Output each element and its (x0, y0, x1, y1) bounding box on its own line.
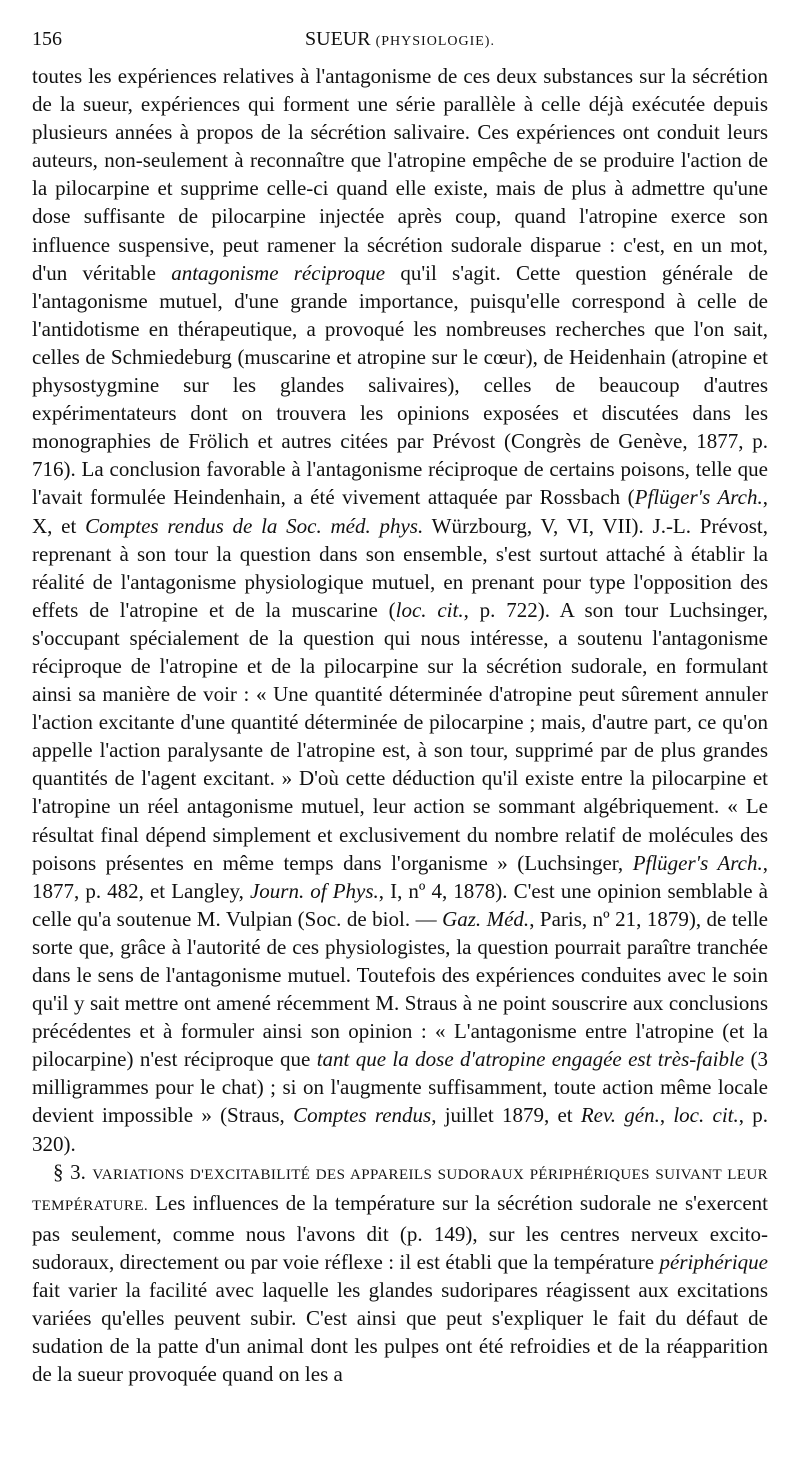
book-page (32, 22, 768, 1422)
paragraph-section-3 (32, 1158, 768, 1389)
running-subtitle: (PHYSIOLOGIE). (375, 34, 495, 49)
text-run: , p. 722). A son tour Luchsinger, s'occupant spécialement de la question qui nous intéresse, a soutenu l'antagonisme réciproque de l'atropine et de la pilocarpine sur la sécrétion sudorale, en formulant ainsi sa manière de voir : « Une quantité déterminée d'atropine peut sûrement annuler l'action excitante d'une quantité déterminée de pilocarpine ; mais, d'autre part, ce qu'on appelle l'action paralysante de l'atropine est, à son tour, supprimé par de plus grandes quantités de l'agent excitant. » D'où cette déduction qu'il existe entre la pilocarpine et l'atropine un réel antagonisme mutuel, leur action se sommant algébriquement. « Le résultat final dépend simplement et exclusivement du nombre relatif de molécules des poisons présentes en même temps dans l'organisme » (Luchsinger, (32, 597, 768, 875)
section-heading: VARIATIONS D'EXCITABILITÉ DES APPAREILS SUDORAUX PÉRIPHÉRIQUES SUIVANT LEUR TEMPÉRATURE. (32, 1166, 768, 1214)
text-run: , I, nº 4, 1878). C'est une opinion semblable à celle qu'a soutenue M. Vulpian (Soc. de biol. — (32, 878, 768, 931)
text-run: , 1877, p. 482, et Langley, (32, 850, 768, 903)
text-run: Les influences de la température sur la sécrétion sudorale ne s'exercent pas seulement, comme nous l'avons dit (p. 149), sur les centres nerveux excito-sudoraux, directement ou par voie réflexe : il est établi que la température (32, 1190, 768, 1274)
text-run: toutes les expériences relatives à l'antagonisme de ces deux substances sur la sécrétion de la sueur, expériences qui forment une série parallèle à celle déjà exécutée depuis plusieurs années à propos de la sécrétion salivaire. Ces expériences ont conduit leurs auteurs, non-seulement à reconnaître que l'atropine empêche de se produire l'action de la pilocarpine et supprime celle-ci quand elle existe, mais de plus à admettre qu'une dose suffisante de pilocarpine injectée après coup, quand l'atropine exerce son influence suspensive, peut ramener la sécrétion sudorale disparue : c'est, en un mot, d'un véritable (32, 64, 768, 285)
running-title: SUEUR (305, 28, 371, 50)
italic-run: périphérique (659, 1249, 768, 1274)
running-head (32, 22, 768, 56)
text-run: , (659, 1103, 666, 1128)
text-run: fait varier la facilité avec laquelle les glandes sudoripares réagissent aux excitations variées qu'elles peuvent subir. C'est ainsi que peut s'expliquer le fait du défaut de sudation de la patte d'un animal dont les pulpes ont été refroidies et de la réapparition de la sueur provoquée quand on les a (32, 1278, 768, 1387)
citation-italic: Gaz. Méd. (442, 906, 530, 931)
citation-italic: Comptes rendus de la Soc. méd. phys. (85, 513, 424, 538)
text-run: , X, et (32, 485, 768, 538)
citation-italic: Comptes rendus (293, 1103, 432, 1128)
citation-italic: loc. cit. (395, 597, 464, 622)
text-run: (3 milligrammes pour le chat) ; si on l'augmente suffisamment, toute action même locale devient impossible » (Straus, (32, 1047, 768, 1128)
paragraph-antagonism (32, 62, 768, 1158)
body-text (32, 62, 768, 1388)
text-run: , p. 320). (32, 1103, 768, 1156)
text-run: , Paris, nº 21, 1879), de telle sorte que, grâce à l'autorité de ces physiologistes, la question pourrait paraître tranchée dans le sens de l'antagonisme mutuel. Toutefois des expériences conduites avec le soin qu'il y sait mettre ont amené récemment M. Straus à ne point souscrire aux conclusions précédentes et à formuler ainsi son opinion : « L'antagonisme entre l'atropine (et la pilocarpine) n'est réciproque que (32, 906, 768, 1072)
citation-italic: Pflüger's Arch. (632, 850, 763, 875)
citation-italic: Rev. gén. (580, 1103, 660, 1128)
citation-italic: Pflüger's Arch. (634, 485, 763, 510)
text-run: qu'il s'agit. Cette question générale de l'antagonisme mutuel, d'une grande importance, puisqu'elle correspond à celle de l'antidotisme en thérapeutique, a provoqué les nombreuses recherches que l'on sait, celles de Schmiedeburg (muscarine et atropine sur le cœur), de Heidenhain (atropine et physostygmine sur les glandes salivaires), celles de beaucoup d'autres expérimentateurs dont on trouvera les opinions exposées et discutées dans les monographies de Frölich et autres citées par Prévost (Congrès de Genève, 1877, p. 716). La conclusion favorable à l'antagonisme réciproque de certains poisons, telle que l'avait formulée Heindenhain, a été vivement attaquée par Rossbach ( (32, 260, 768, 510)
text-run: Würzbourg, V, VI, VII). J.-L. Prévost, reprenant à son tour la question dans son ensemble, s'est surtout attaché à établir la réalité de l'antagonisme physiologique mutuel, en prenant pour type l'opposition des effets de l'atropine et de la muscarine ( (32, 513, 768, 622)
citation-italic: Journ. of Phys. (249, 878, 379, 903)
italic-run: tant que la dose d'atropine engagée est très-faible (316, 1047, 745, 1072)
italic-run: antagonisme réciproque (171, 260, 386, 285)
page-number: 156 (32, 28, 62, 50)
text-run: , juillet 1879, et (431, 1103, 573, 1128)
citation-italic: loc. cit. (673, 1103, 739, 1128)
section-mark: § 3. (53, 1159, 86, 1184)
